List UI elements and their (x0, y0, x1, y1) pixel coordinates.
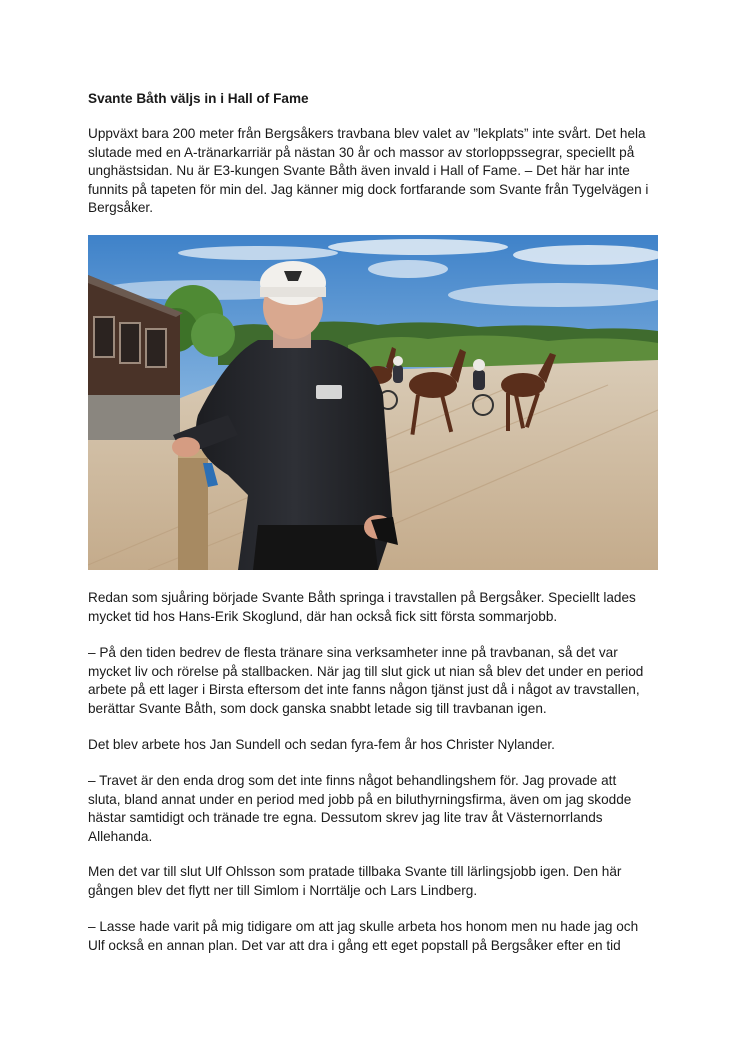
text-line: gången blev det flytt ner till Simlom i Norrtälje och Lars Lindberg. (88, 882, 478, 898)
text-line: funnits på tapeten för min del. Jag känner mig dock fortfarande som Svante från Tygelvägen i (88, 181, 649, 197)
text-line: Men det var till slut Ulf Ohlsson som pratade tillbaka Svante till lärlingsjobb igen. Den här (88, 864, 622, 879)
body-paragraph (88, 644, 663, 718)
body-paragraph (88, 772, 663, 846)
text-line: – Lasse hade varit på mig tidigare om att jag skulle arbeta hos honom men nu hade jag och (88, 919, 639, 934)
text-line: Bergsåker. (88, 200, 153, 216)
body-paragraph (88, 918, 663, 955)
photo-trainer-with-horses (88, 235, 658, 570)
text-line: – På den tiden bedrev de flesta tränare sina verksamheter inne på travbanan, så det var (88, 645, 618, 660)
text-line: mycket tid hos Hans-Erik Skoglund, där han också fick sitt första sommarjobb. (88, 608, 558, 624)
text-line: slutade med en A-tränarkarriär på nästan 30 år och massor av storloppssegrar, speciellt på (88, 144, 635, 160)
text-line: mycket liv och rörelse på stallbacken. När jag till slut gick ut nian så blev det under en period (88, 663, 644, 679)
body-paragraph (88, 736, 663, 755)
body-paragraph (88, 589, 663, 626)
text-line: Uppväxt bara 200 meter från Bergsåkers travbana blev valet av ”lekplats” inte svårt. Det hela (88, 126, 646, 141)
text-line: Redan som sjuåring började Svante Båth springa i travstallen på Bergsåker. Speciellt lades (88, 590, 636, 605)
text-line: hästar samtidigt och tränade tre egna. Dessutom skrev jag lite trav åt Västernorrlands (88, 810, 603, 826)
text-line: Allehanda. (88, 828, 153, 844)
body-paragraph (88, 863, 663, 900)
intro-paragraph (88, 125, 663, 218)
article-photo (88, 235, 658, 570)
text-line: Det blev arbete hos Jan Sundell och sedan fyra-fem år hos Christer Nylander. (88, 737, 555, 752)
text-line: unghästsidan. Nu är E3-kungen Svante Båth även invald i Hall of Fame. – Det här har inte (88, 163, 630, 179)
text-line: Ulf också en annan plan. Det var att dra i gång ett eget popstall på Bergsåker efter en tid (88, 937, 621, 953)
text-line: sluta, bland annat under en period med jobb på en biluthyrningsfirma, även om jag skodde (88, 791, 632, 807)
article-title: Svante Båth väljs in i Hall of Fame (88, 91, 309, 106)
text-line: arbete på ett lager i Birsta eftersom det inte fanns någon tjänst just då i något av travstallen, (88, 682, 640, 698)
text-line: – Travet är den enda drog som det inte finns något behandlingshem för. Jag provade att (88, 773, 617, 788)
text-line: berättar Svante Båth, som dock ganska snabbt letade sig till travbanan igen. (88, 700, 547, 716)
